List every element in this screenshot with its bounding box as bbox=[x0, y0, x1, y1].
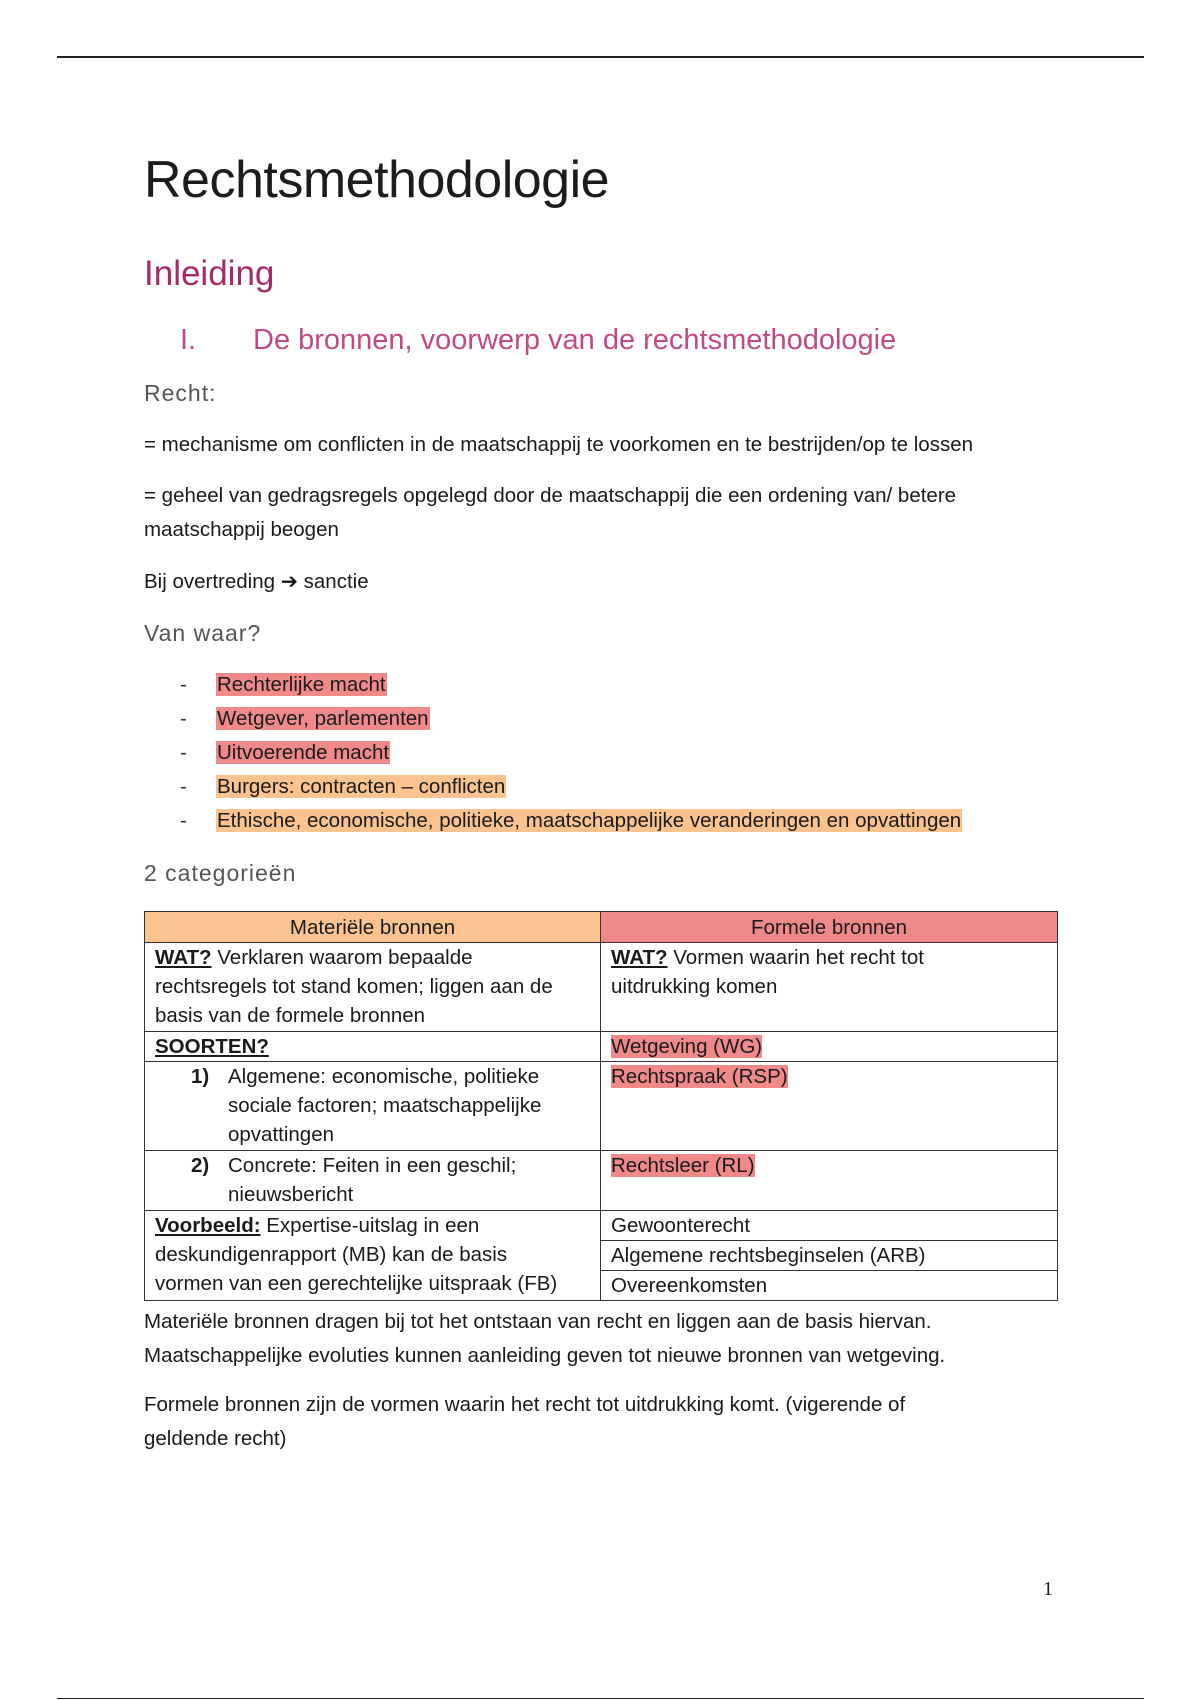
voorbeeld-text-1: Expertise-uitslag in een bbox=[266, 1214, 480, 1237]
arrow-icon: ➔ bbox=[280, 570, 298, 593]
violation-text: Bij overtreding bbox=[144, 570, 276, 593]
table-row bbox=[145, 943, 1058, 1032]
table-header-row bbox=[145, 912, 1058, 943]
wat-formal-cell bbox=[601, 943, 1058, 1032]
document-title: Rechtsmethodologie bbox=[144, 151, 610, 209]
summary-line-3: Formele bronnen zijn de vormen waarin het recht tot uitdrukking komt. (vigerende of bbox=[144, 1393, 906, 1416]
sort1-text-1: Algemene: economische, politieke bbox=[228, 1065, 540, 1088]
page-number: 1 bbox=[1043, 1578, 1053, 1600]
voorbeeld-cell bbox=[145, 1211, 601, 1301]
list-item-text: Wetgever, parlementen bbox=[217, 707, 429, 730]
rechtsleer-text: Rechtsleer (RL) bbox=[611, 1154, 755, 1177]
sanction-text: sanctie bbox=[303, 570, 369, 593]
summary-line-4: geldende recht) bbox=[144, 1427, 287, 1450]
section-title: De bronnen, voorwerp van de rechtsmethodologie bbox=[253, 324, 897, 356]
table-row bbox=[145, 1151, 1058, 1211]
van-waar-heading: Van waar? bbox=[144, 620, 262, 646]
categories-heading: 2 categorieën bbox=[144, 860, 297, 886]
dash-bullet-icon: - bbox=[180, 775, 187, 798]
dash-bullet-icon: - bbox=[180, 673, 187, 696]
list-item-text: Uitvoerende macht bbox=[217, 741, 390, 764]
table-row bbox=[145, 1062, 1058, 1151]
list-item-text: Burgers: contracten – conflicten bbox=[217, 775, 506, 798]
recht-heading: Recht: bbox=[144, 380, 217, 406]
recht-definition-2b: maatschappij beogen bbox=[144, 518, 339, 541]
sort1-cell bbox=[145, 1062, 601, 1151]
sort1-number: 1) bbox=[191, 1065, 210, 1088]
soorten-cell bbox=[145, 1032, 601, 1062]
wetgeving-cell bbox=[601, 1032, 1058, 1062]
list-item bbox=[180, 736, 962, 770]
wat-material-cell bbox=[145, 943, 601, 1032]
footer-rule bbox=[57, 1698, 1144, 1699]
recht-definition-2a: = geheel van gedragsregels opgelegd door de maatschappij die een ordening van/ betere bbox=[144, 484, 957, 507]
rechtspraak-cell bbox=[601, 1062, 1058, 1151]
materiele-bronnen-header: Materiële bronnen bbox=[145, 912, 601, 943]
section-number: I. bbox=[180, 324, 197, 356]
table-row bbox=[145, 1211, 1058, 1241]
list-item bbox=[180, 668, 962, 702]
sort1-text-2: sociale factoren; maatschappelijke bbox=[228, 1094, 542, 1117]
sort2-text-1: Concrete: Feiten in een geschil; bbox=[228, 1154, 517, 1177]
header-rule bbox=[57, 56, 1144, 58]
list-item-text: Ethische, economische, politieke, maatschappelijke veranderingen en opvattingen bbox=[217, 809, 962, 832]
summary-line-1: Materiële bronnen dragen bij tot het ontstaan van recht en liggen aan de basis hiervan. bbox=[144, 1310, 932, 1333]
wat-material-text-2: rechtsregels tot stand komen; liggen aan de bbox=[155, 975, 553, 998]
soorten-label: SOORTEN? bbox=[155, 1035, 269, 1058]
arb-cell: Algemene rechtsbeginselen (ARB) bbox=[601, 1241, 1058, 1271]
recht-definition-1: = mechanisme om conflicten in de maatschappij te voorkomen en te bestrijden/op te lossen bbox=[144, 433, 973, 456]
wat-label: WAT? bbox=[611, 946, 668, 969]
formele-bronnen-header: Formele bronnen bbox=[601, 912, 1058, 943]
sort2-cell bbox=[145, 1151, 601, 1211]
voorbeeld-text-2: deskundigenrapport (MB) kan de basis bbox=[155, 1243, 508, 1266]
list-item bbox=[180, 702, 962, 736]
wat-formal-text-1: Vormen waarin het recht tot bbox=[673, 946, 924, 969]
rechtspraak-text: Rechtspraak (RSP) bbox=[611, 1065, 788, 1088]
sort2-text-2: nieuwsbericht bbox=[228, 1183, 354, 1206]
sort1-text-3: opvattingen bbox=[228, 1123, 335, 1146]
summary-line-2: Maatschappelijke evoluties kunnen aanleiding geven tot nieuwe bronnen van wetgeving. bbox=[144, 1344, 946, 1367]
wat-material-text-1: Verklaren waarom bepaalde bbox=[217, 946, 473, 969]
dash-bullet-icon: - bbox=[180, 809, 187, 832]
overeenkomsten-cell: Overeenkomsten bbox=[601, 1271, 1058, 1301]
gewoonterecht-cell: Gewoonterecht bbox=[601, 1211, 1058, 1241]
wetgeving-text: Wetgeving (WG) bbox=[611, 1035, 763, 1058]
sort2-number: 2) bbox=[191, 1154, 210, 1177]
wat-formal-text-2: uitdrukking komen bbox=[611, 975, 778, 998]
wat-label: WAT? bbox=[155, 946, 212, 969]
sources-list bbox=[180, 668, 962, 838]
list-item bbox=[180, 804, 962, 838]
voorbeeld-label: Voorbeeld: bbox=[155, 1214, 261, 1237]
violation-line bbox=[144, 569, 369, 594]
wat-material-text-3: basis van de formele bronnen bbox=[155, 1004, 426, 1027]
rechtsleer-cell bbox=[601, 1151, 1058, 1211]
list-item bbox=[180, 770, 962, 804]
dash-bullet-icon: - bbox=[180, 741, 187, 764]
voorbeeld-text-3: vormen van een gerechtelijke uitspraak (FB) bbox=[155, 1272, 558, 1295]
sources-table bbox=[144, 911, 1058, 1301]
section-heading bbox=[144, 324, 896, 357]
dash-bullet-icon: - bbox=[180, 707, 187, 730]
list-item-text: Rechterlijke macht bbox=[217, 673, 386, 696]
table-row bbox=[145, 1032, 1058, 1062]
heading-inleiding: Inleiding bbox=[144, 254, 275, 293]
